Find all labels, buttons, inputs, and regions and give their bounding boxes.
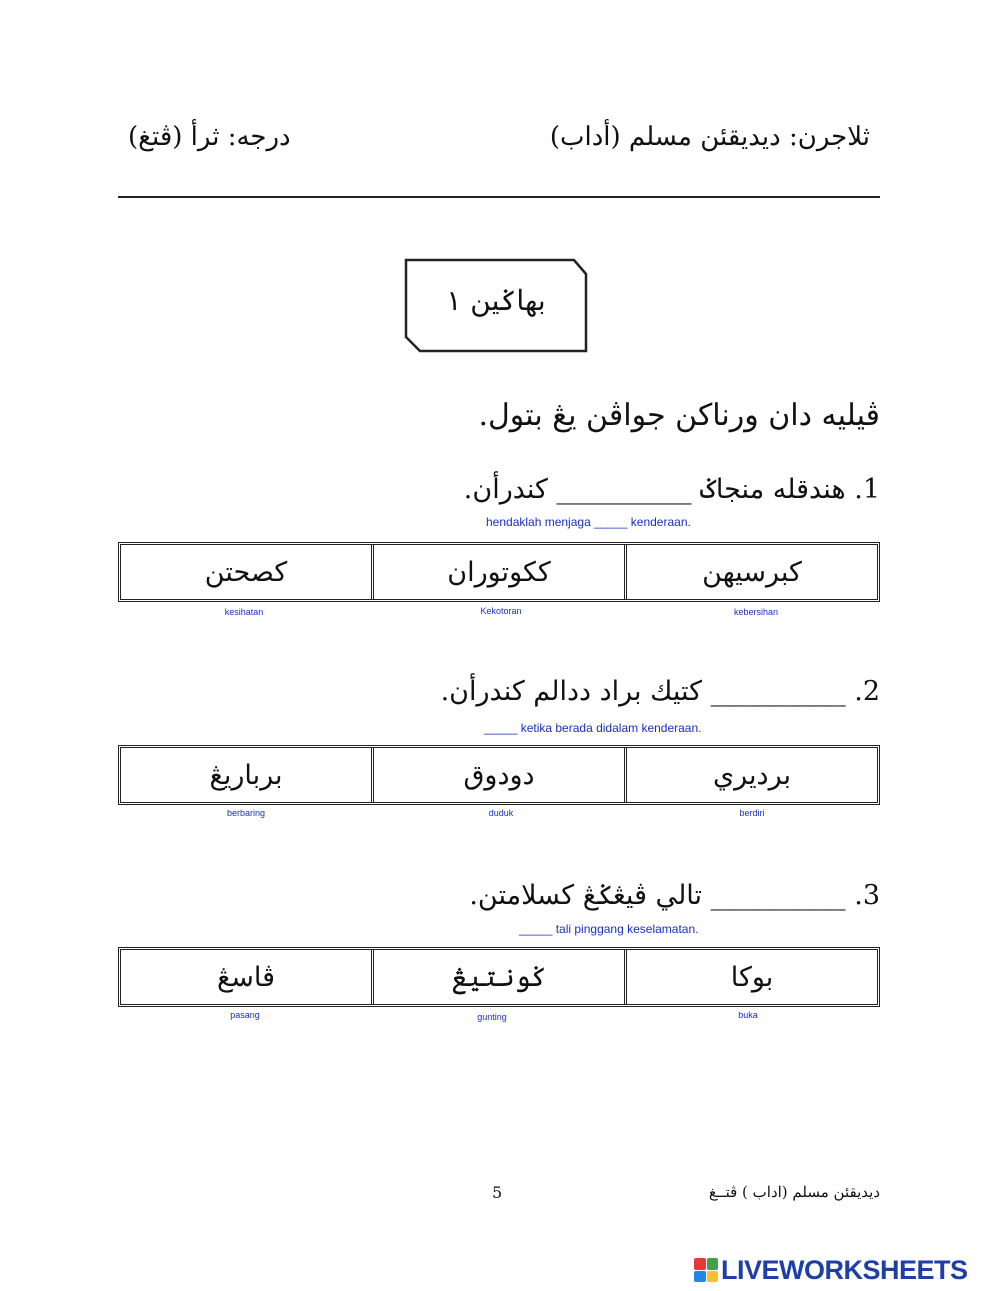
option-cell[interactable]: كبرسيهن (624, 545, 877, 599)
question-text: __________ كتيك براد ددالم كندرأن. (440, 676, 846, 707)
liveworksheets-icon (694, 1258, 718, 1282)
option-gloss: buka (738, 1010, 758, 1020)
option-cell[interactable]: دودوق (371, 748, 624, 802)
option-gloss: pasang (230, 1010, 260, 1020)
section-box (404, 258, 588, 353)
question-1 (464, 474, 880, 505)
question-number: 2. (854, 676, 880, 707)
question-number: 1. (854, 474, 880, 505)
footer-book-title: ديديقئن مسلم (اداب ) ڤتــغ (708, 1183, 880, 1201)
option-gloss: duduk (488, 808, 514, 818)
logo-square (694, 1271, 706, 1283)
question-3-options (118, 947, 880, 1007)
section-title: بهاݢين ١ (446, 284, 546, 317)
page-number: 5 (492, 1183, 503, 1202)
option-gloss: berdiri (739, 808, 765, 818)
option-cell[interactable]: ݢونتيڠ (371, 950, 624, 1004)
question-3 (469, 880, 880, 911)
question-text: هندقله منجاݢ __________ كندرأن. (463, 474, 846, 505)
question-2-gloss: _____ ketika berada didalam kenderaan. (484, 721, 702, 735)
question-2-options (118, 745, 880, 805)
header-divider (118, 196, 880, 198)
option-gloss: gunting (477, 1012, 507, 1022)
option-cell[interactable]: بوكا (624, 950, 877, 1004)
option-cell[interactable]: كصحتن (204, 556, 288, 588)
question-1-options (118, 542, 880, 602)
question-3-gloss: _____ tali pinggang keselamatan. (519, 922, 699, 936)
option-cell[interactable]: برديري (624, 748, 877, 802)
logo-square (694, 1258, 706, 1270)
logo-square (707, 1258, 719, 1270)
liveworksheets-logo[interactable] (694, 1256, 968, 1284)
logo-square (707, 1271, 719, 1283)
question-text: __________ تالي ڤيڠݢڠ كسلامتن. (469, 880, 846, 911)
option-cell[interactable]: ككوتوران (371, 545, 624, 599)
instruction-text: ڤيليه دان ورناكن جواڤن يڠ بتول. (478, 398, 880, 433)
question-number: 3. (854, 880, 880, 911)
option-cell[interactable]: برباريڠ (209, 759, 283, 791)
question-1-gloss: hendaklah menjaga _____ kenderaan. (486, 515, 691, 529)
liveworksheets-wordmark: LIVEWORKSHEETS (721, 1254, 968, 1285)
worksheet-subject: ثلاجرن: ديديقئن مسلم (أداب) (549, 122, 870, 152)
question-2 (441, 676, 880, 707)
option-gloss: berbaring (226, 808, 266, 818)
option-gloss: kesihatan (224, 607, 264, 617)
option-cell[interactable]: ڤاسڠ (216, 961, 276, 993)
option-gloss: Kekotoran (480, 606, 522, 616)
option-gloss: kebersihan (733, 607, 779, 617)
worksheet-grade: درجه: ثرأ (ڤتغ) (128, 122, 291, 152)
